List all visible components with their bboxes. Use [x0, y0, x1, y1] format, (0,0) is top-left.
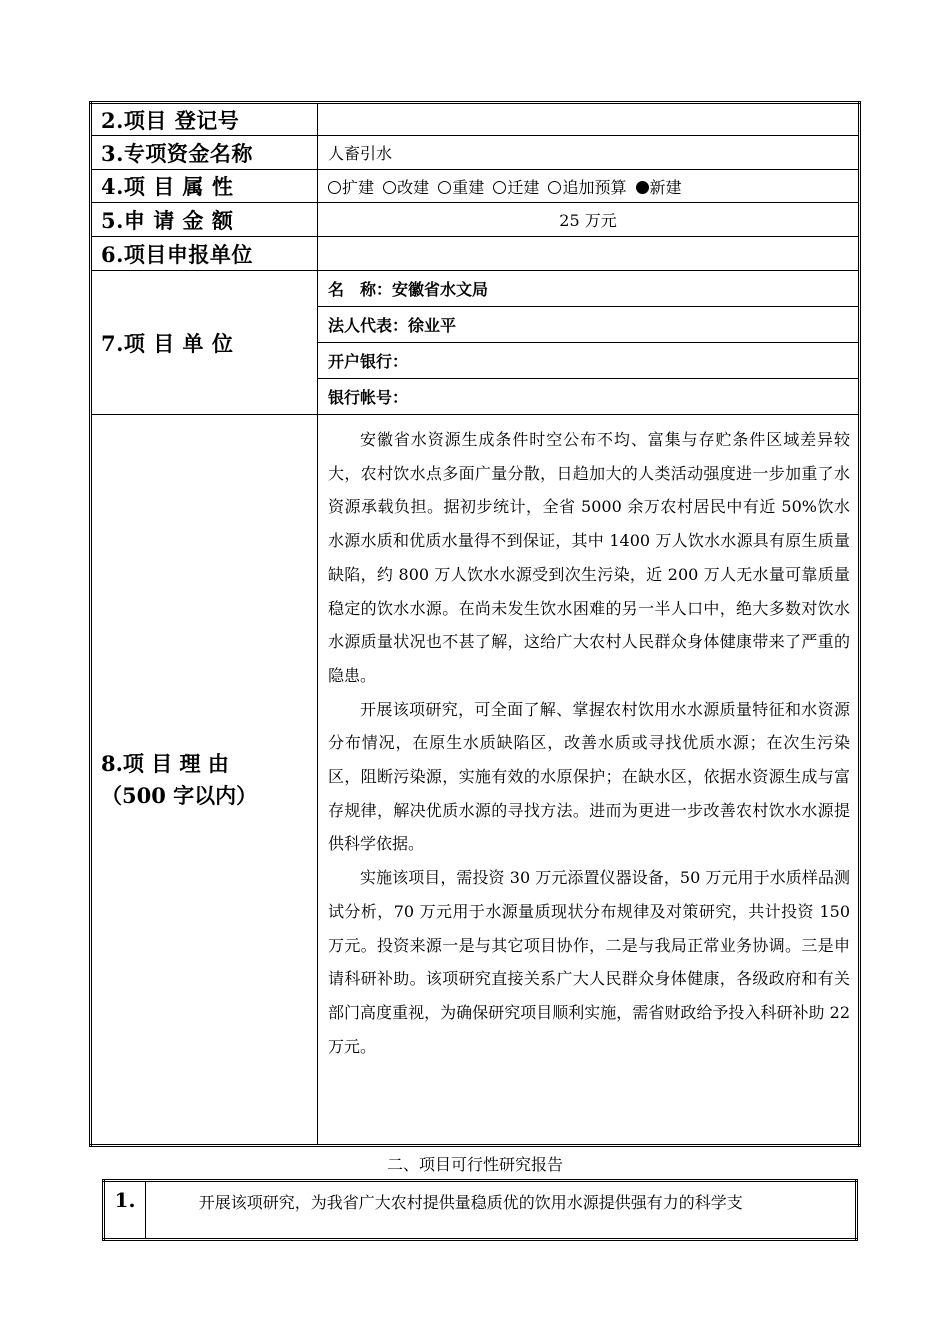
applicant-unit-label: 6.项目申报单位 [91, 237, 318, 271]
project-unit-label: 7.项 目 单 位 [91, 271, 318, 415]
item-text: 开展该项研究，为我省广大农村提供量稳质优的饮用水源提供强有力的科学支 [146, 1181, 857, 1240]
item-number: 1. [104, 1181, 146, 1240]
project-reason-label [91, 415, 318, 1146]
project-attribute-options [318, 170, 860, 203]
unit-bank: 开户银行： [318, 343, 860, 379]
radio-circle-icon [383, 181, 396, 194]
option-additional-budget[interactable]: 追加预算 [548, 175, 626, 198]
row-amount [91, 203, 860, 237]
unit-name: 名 称：安徽省水文局 [318, 271, 860, 307]
reason-paragraph: 开展该项研究，可全面了解、掌握农村饮用水水源质量特征和水资源分布情况，在原生水质缺陷区，改善水质或寻找优质水源；在次生污染区，阻断污染源，实施有效的水原保护；在缺水区，依据水资源生成与富存规律，解决优质水源的寻找方法。进而为更进一步改善农村饮水水源提供科学依据。 [328, 699, 850, 854]
amount-value: 25 万元 [318, 203, 860, 237]
fund-name-label: 3.专项资金名称 [91, 136, 318, 170]
row-project-unit-name [91, 271, 860, 307]
reason-label-line1: 8.项 目 理 由 [101, 750, 229, 776]
fund-name-value: 人畜引水 [318, 136, 860, 170]
registration-number-label: 2.项目 登记号 [91, 103, 318, 136]
row-project-attribute [91, 170, 860, 203]
reason-paragraph: 实施该项目，需投资 30 万元添置仪器设备，50 万元用于水质样品测试分析，70 万元用于水源量质现状分布规律及对策研究，共计投资 150 万元。投资来源一是与其它项目协作，二是与我局正常业务协调。三是申请科研补助。该项研究直接关系广大人民群众身体健康，各级政府和有关部门高度重视，为确保研究项目顺利实施，需省财政给予投入科研补助 22 万元。 [328, 868, 850, 1056]
option-rebuild-modify[interactable]: 改建 [383, 175, 429, 198]
feasibility-table [102, 1179, 858, 1241]
row-fund-name [91, 136, 860, 170]
project-attribute-label: 4.项 目 属 性 [91, 170, 318, 203]
option-new-build[interactable]: 新建 [636, 175, 682, 198]
radio-circle-icon [548, 181, 561, 194]
option-relocate[interactable]: 迁建 [493, 175, 539, 198]
applicant-unit-value [318, 237, 860, 271]
project-reason-text [318, 415, 860, 1146]
reason-paragraph: 安徽省水资源生成条件时空公布不均、富集与存贮条件区域差异较大，农村饮水点多面广量分散，日趋加大的人类活动强度进一步加重了水资源承载负担。据初步统计，全省 5000 余万农村居民中有近 50%饮水水源水质和优质水量得不到保证，其中 1400 万人饮水水源具有原生质量缺陷，约 800 万人饮水水源受到次生污染，近 200 万人无水量可靠质量稳定的饮水水源。在尚未发生饮水困难的另一半人口中，绝大多数对饮水水源质量状况也不甚了解，这给广大农村人民群众身体健康带来了严重的隐患。 [328, 430, 850, 685]
project-info-table [89, 101, 861, 1147]
radio-circle-icon [493, 181, 506, 194]
unit-legal-representative: 法人代表：徐业平 [318, 307, 860, 343]
option-expand[interactable]: 扩建 [328, 175, 374, 198]
unit-account: 银行帐号： [318, 379, 860, 415]
option-reconstruct[interactable]: 重建 [438, 175, 484, 198]
registration-number-value [318, 103, 860, 136]
row-registration-number [91, 103, 860, 136]
radio-circle-icon [328, 181, 341, 194]
radio-filled-icon [636, 181, 649, 194]
amount-label: 5.申 请 金 额 [91, 203, 318, 237]
row-project-reason [91, 415, 860, 1146]
row-applicant-unit [91, 237, 860, 271]
radio-circle-icon [438, 181, 451, 194]
reason-label-line2: （500 字以内） [101, 782, 258, 808]
section-title: 二、项目可行性研究报告 [386, 1155, 563, 1174]
